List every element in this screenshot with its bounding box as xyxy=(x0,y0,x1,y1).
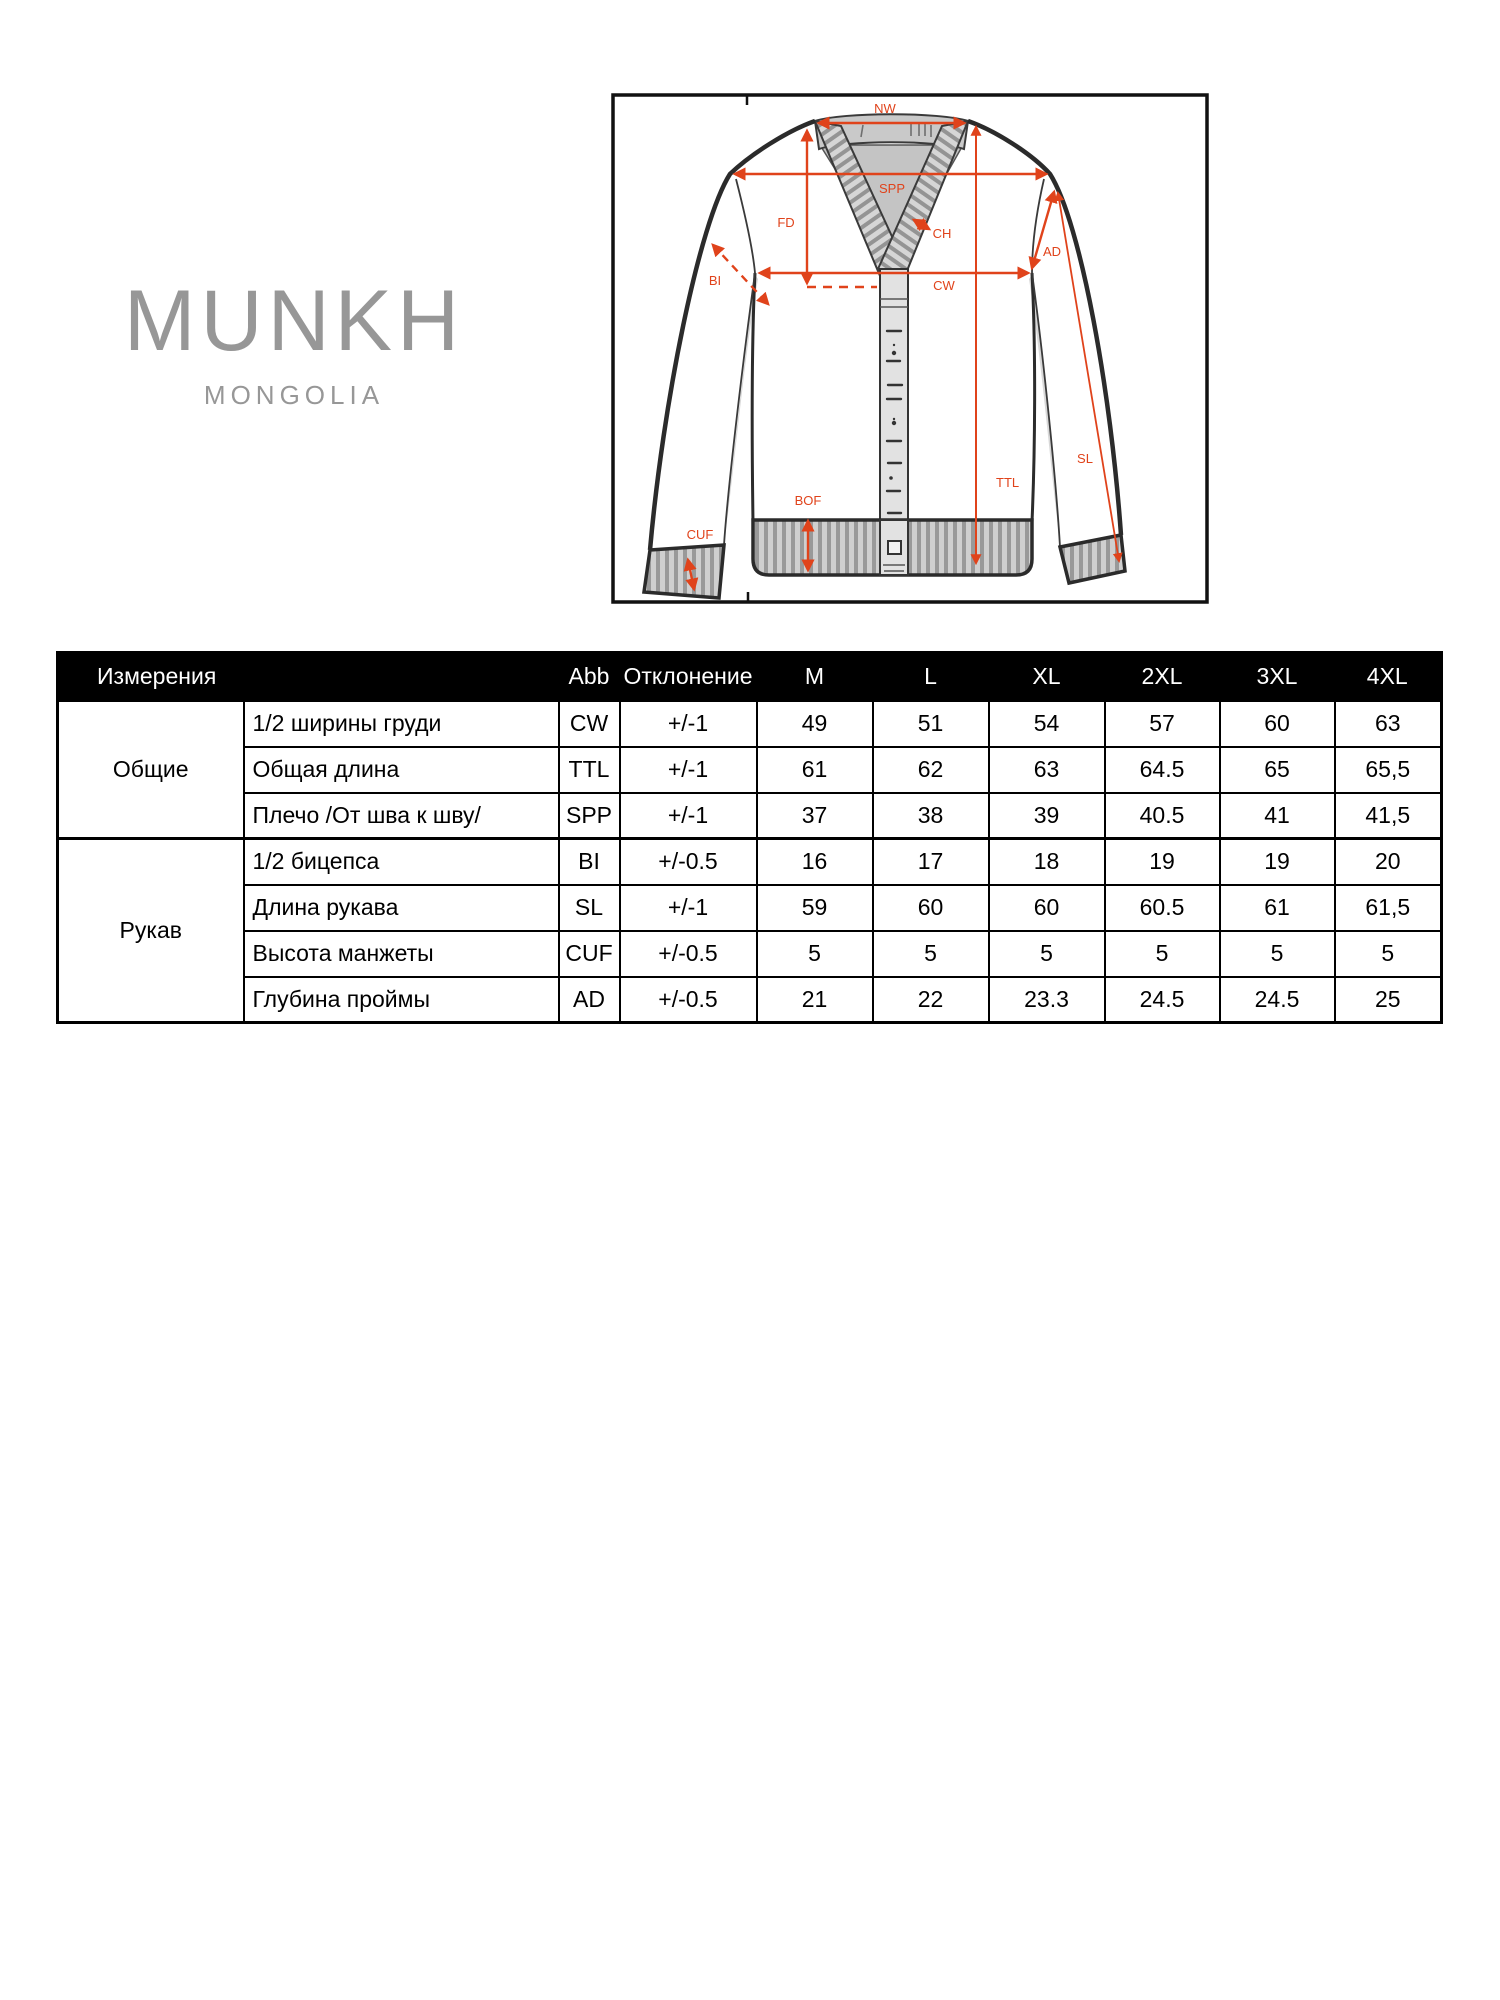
value-3xl: 5 xyxy=(1220,931,1335,977)
bof-label: BOF xyxy=(794,493,822,508)
measure-name: 1/2 ширины груди xyxy=(244,701,559,747)
measure-tolerance: +/-0.5 xyxy=(620,977,757,1023)
header-size-4xl: 4XL xyxy=(1335,653,1442,701)
fd-label: FD xyxy=(777,215,795,230)
value-4xl: 61,5 xyxy=(1335,885,1442,931)
value-4xl: 41,5 xyxy=(1335,793,1442,839)
value-l: 51 xyxy=(873,701,989,747)
value-2xl: 19 xyxy=(1105,839,1220,885)
measure-name: Высота манжеты xyxy=(244,931,559,977)
value-3xl: 60 xyxy=(1220,701,1335,747)
value-2xl: 24.5 xyxy=(1105,977,1220,1023)
value-m: 21 xyxy=(757,977,873,1023)
value-l: 62 xyxy=(873,747,989,793)
measure-tolerance: +/-1 xyxy=(620,885,757,931)
table-row xyxy=(58,931,1442,977)
table-row xyxy=(58,885,1442,931)
measure-abb: AD xyxy=(559,977,620,1023)
header-abb: Abb xyxy=(559,653,620,701)
header-measurements: Измерения xyxy=(58,653,559,701)
value-4xl: 5 xyxy=(1335,931,1442,977)
measure-tolerance: +/-1 xyxy=(620,701,757,747)
ad-label: AD xyxy=(1042,244,1062,259)
header-size-2xl: 2XL xyxy=(1105,653,1220,701)
table-row xyxy=(58,793,1442,839)
measure-abb: TTL xyxy=(559,747,620,793)
value-l: 38 xyxy=(873,793,989,839)
measure-tolerance: +/-1 xyxy=(620,793,757,839)
value-l: 22 xyxy=(873,977,989,1023)
value-m: 49 xyxy=(757,701,873,747)
ttl-label: TTL xyxy=(996,475,1020,490)
header-size-3xl: 3XL xyxy=(1220,653,1335,701)
value-4xl: 65,5 xyxy=(1335,747,1442,793)
nw-label: NW xyxy=(874,101,896,116)
value-xl: 63 xyxy=(989,747,1105,793)
cuf-label: CUF xyxy=(686,527,714,542)
measure-tolerance: +/-0.5 xyxy=(620,931,757,977)
value-l: 60 xyxy=(873,885,989,931)
value-2xl: 64.5 xyxy=(1105,747,1220,793)
brand-logo xyxy=(114,273,474,411)
header-size-m: M xyxy=(757,653,873,701)
measure-tolerance: +/-1 xyxy=(620,747,757,793)
value-l: 5 xyxy=(873,931,989,977)
value-xl: 54 xyxy=(989,701,1105,747)
measure-name: Длина рукава xyxy=(244,885,559,931)
header-tolerance: Отклонение xyxy=(620,653,757,701)
value-m: 37 xyxy=(757,793,873,839)
spp-label: SPP xyxy=(878,181,906,196)
measure-name: Плечо /От шва к шву/ xyxy=(244,793,559,839)
value-4xl: 25 xyxy=(1335,977,1442,1023)
measure-tolerance: +/-0.5 xyxy=(620,839,757,885)
measure-abb: CUF xyxy=(559,931,620,977)
measure-abb: SPP xyxy=(559,793,620,839)
value-4xl: 63 xyxy=(1335,701,1442,747)
measure-abb: SL xyxy=(559,885,620,931)
value-xl: 18 xyxy=(989,839,1105,885)
value-m: 16 xyxy=(757,839,873,885)
table-row xyxy=(58,977,1442,1023)
measure-abb: BI xyxy=(559,839,620,885)
bi-label: BI xyxy=(708,273,722,288)
size-chart-table xyxy=(56,651,1443,1024)
value-xl: 5 xyxy=(989,931,1105,977)
value-3xl: 19 xyxy=(1220,839,1335,885)
cw-label: CW xyxy=(933,278,955,293)
group-obshchie: Общие xyxy=(58,701,244,839)
value-3xl: 24.5 xyxy=(1220,977,1335,1023)
value-xl: 60 xyxy=(989,885,1105,931)
value-2xl: 60.5 xyxy=(1105,885,1220,931)
value-l: 17 xyxy=(873,839,989,885)
value-3xl: 41 xyxy=(1220,793,1335,839)
measure-abb: CW xyxy=(559,701,620,747)
table-header-row xyxy=(58,653,1442,701)
group-rukav: Рукав xyxy=(58,839,244,1023)
table-row xyxy=(58,839,1442,885)
value-xl: 39 xyxy=(989,793,1105,839)
ch-label: CH xyxy=(932,226,952,241)
garment-measurement-diagram xyxy=(611,93,1209,604)
value-2xl: 40.5 xyxy=(1105,793,1220,839)
value-m: 5 xyxy=(757,931,873,977)
value-3xl: 61 xyxy=(1220,885,1335,931)
brand-subtitle: MONGOLIA xyxy=(203,380,385,410)
table-row xyxy=(58,747,1442,793)
measure-name: 1/2 бицепса xyxy=(244,839,559,885)
value-2xl: 5 xyxy=(1105,931,1220,977)
header-size-l: L xyxy=(873,653,989,701)
value-xl: 23.3 xyxy=(989,977,1105,1023)
value-2xl: 57 xyxy=(1105,701,1220,747)
brand-name: MUNKH xyxy=(123,273,465,369)
value-m: 61 xyxy=(757,747,873,793)
value-4xl: 20 xyxy=(1335,839,1442,885)
measure-name: Общая длина xyxy=(244,747,559,793)
value-m: 59 xyxy=(757,885,873,931)
value-3xl: 65 xyxy=(1220,747,1335,793)
header-size-xl: XL xyxy=(989,653,1105,701)
table-row xyxy=(58,701,1442,747)
measure-name: Глубина проймы xyxy=(244,977,559,1023)
sl-label: SL xyxy=(1077,451,1093,466)
